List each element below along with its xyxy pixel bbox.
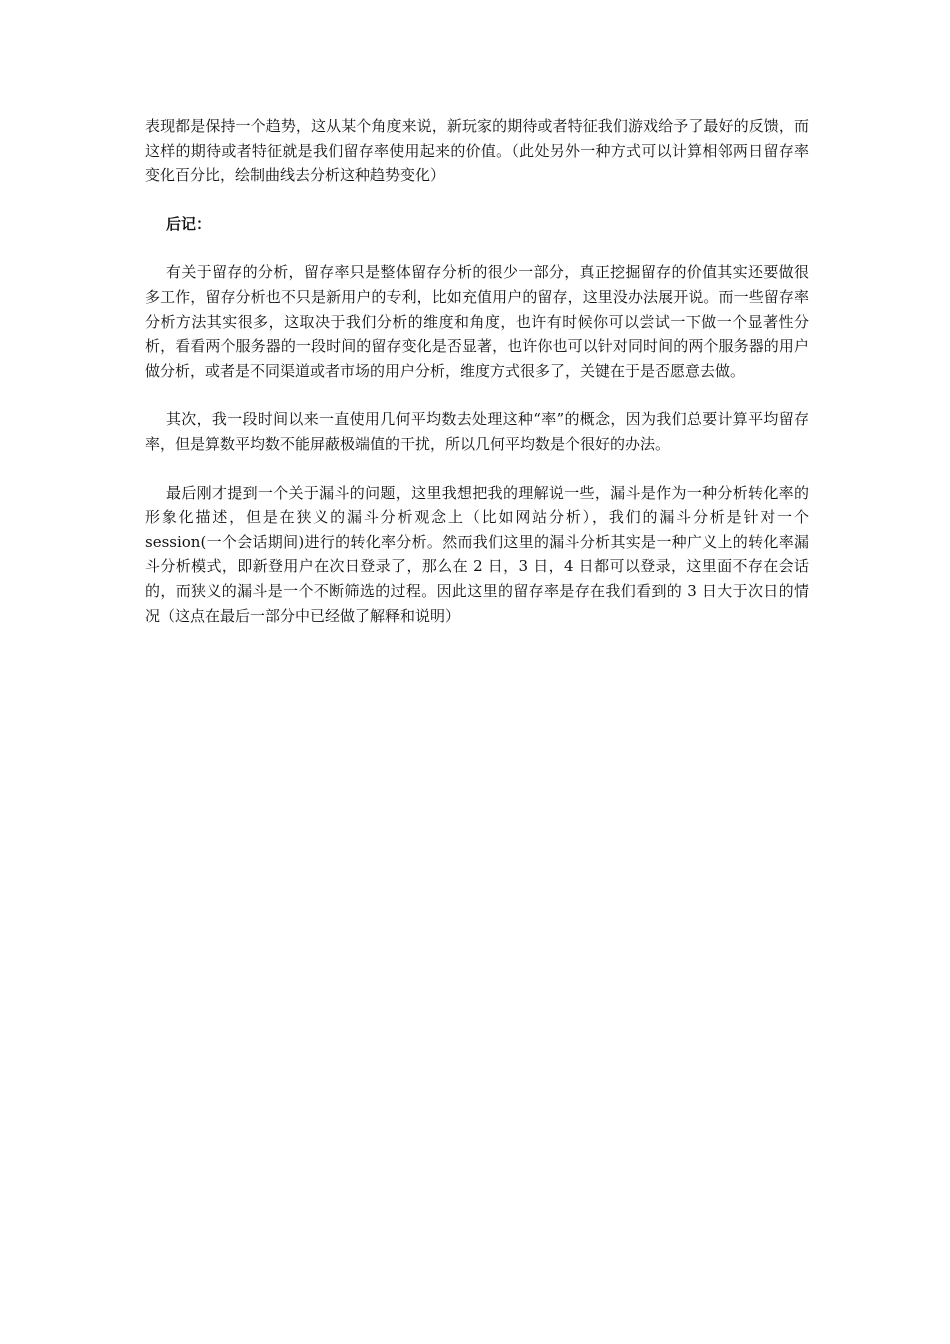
postscript-heading: 后记： [166,214,212,233]
paragraph-geometric-mean: 其次，我一段时间以来一直使用几何平均数去处理这种“率”的概念，因为我们总要计算平均留存率，但是算数平均数不能屏蔽极端值的干扰，所以几何平均数是个很好的办法。 [145,410,809,453]
paragraph-retention-analysis: 有关于留存的分析，留存率只是整体留存分析的很少一部分，真正挖掘留存的价值其实还要做很多工作，留存分析也不只是新用户的专利，比如充值用户的留存，这里没办法展开说。而一些留存率分析方法其实很多，这取决于我们分析的维度和角度，也许有时候你可以尝试一下做一个显著性分析，看看两个服务器的一段时间的留存变化是否显著，也许你也可以针对同时间的两个服务器的用户做分析，或者是不同渠道或者市场的用户分析，维度方式很多了，关键在于是否愿意去做。 [145,263,809,380]
paragraph-funnel-analysis: 最后刚才提到一个关于漏斗的问题，这里我想把我的理解说一些，漏斗是作为一种分析转化率的形象化描述，但是在狭义的漏斗分析观念上（比如网站分析），我们的漏斗分析是针对一个 session(一个会话期间)进行的转化率分析。然而我们这里的漏斗分析其实是一种广义上的转化率漏斗分析模式，即新登用户在次日登录了，那么在 2 日，3 日，4 日都可以登录，这里面不存在会话的，而狭义的漏斗是一个不断筛选的过程。因此这里的留存率是存在我们看到的 3 日大于次日的情况（这点在最后一部分中已经做了解释和说明） [145,483,809,625]
continuation-paragraph: 表现都是保持一个趋势，这从某个角度来说，新玩家的期待或者特征我们游戏给予了最好的反馈，而这样的期待或者特征就是我们留存率使用起来的价值。（此处另外一种方式可以计算相邻两日留存率变化百分比，绘制曲线去分析这种趋势变化） [145,117,809,185]
document-body [145,114,809,628]
